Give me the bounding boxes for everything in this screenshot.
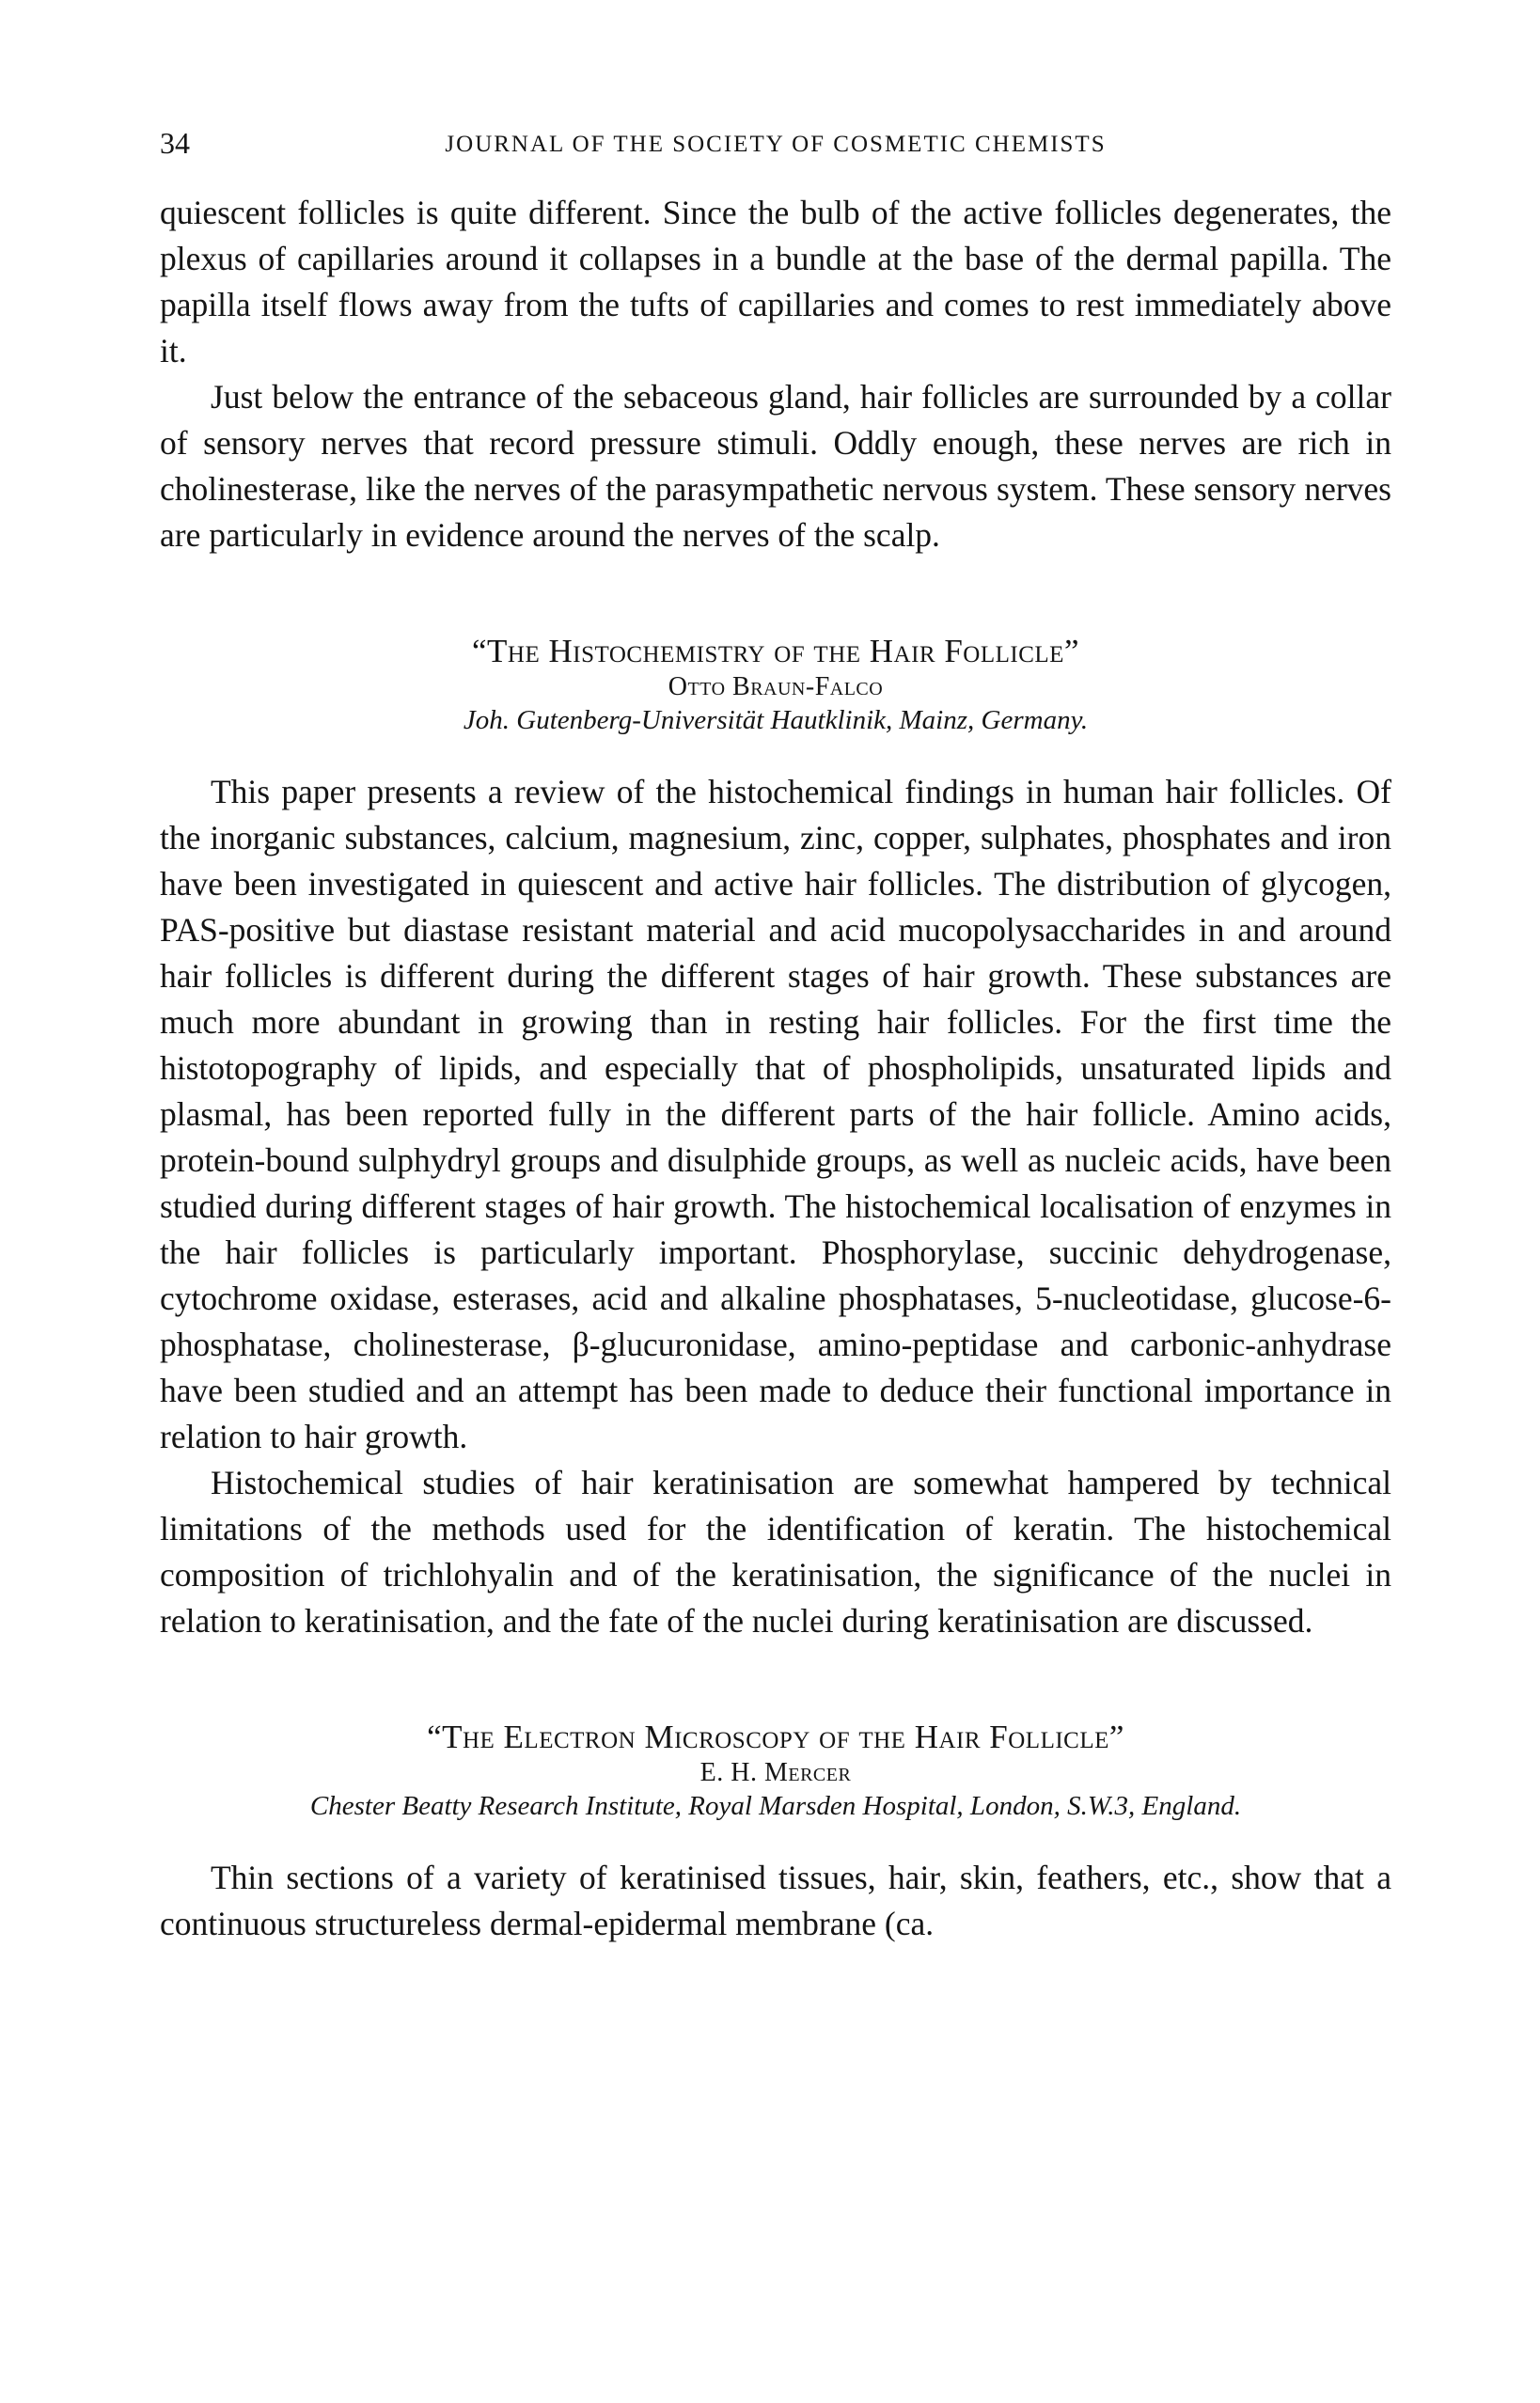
- page-number: 34: [160, 126, 190, 160]
- abstract-paragraph: This paper presents a review of the histochemical findings in human hair follicles. Of the inorganic substances, calcium, magnesium, zinc, copper, sulphates, phosphates and iron have been investigated in quiescent and active hair follicles. The distribution of glycogen, PAS-positive but diastase resistant material and acid mucopolysaccharides in and around hair follicles is different during the different stages of hair growth. These substances are much more abundant in growing than in resting hair follicles. For the first time the histotopography of lipids, and especially that of phospholipids, unsaturated lipids and plasmal, has been reported fully in the different parts of the hair follicle. Amino acids, protein-bound sulphydryl groups and disulphide groups, as well as nucleic acids, have been studied during different stages of hair growth. The histochemical localisation of enzymes in the hair follicles is particularly important. Phosphorylase, succinic dehydrogenase, cytochrome oxidase, esterases, acid and alkaline phosphatases, 5-nucleotidase, glucose-6-phosphatase, cholinesterase, β-glucuronidase, amino-peptidase and carbonic-anhydrase have been studied and an attempt has been made to deduce their functional importance in relation to hair growth.: [160, 773, 1391, 1455]
- section-author-histochemistry: Otto Braun-Falco: [668, 672, 884, 701]
- body-paragraph: Just below the entrance of the sebaceous gland, hair follicles are surrounded by a collar of sensory nerves that record pressure stimuli. Oddly enough, these nerves are rich in cholinesterase, like the nerves of the parasympathetic nervous system. These sensory nerves are particularly in evidence around the nerves of the scalp.: [160, 378, 1391, 554]
- section-affiliation-histochemistry: Joh. Gutenberg-Universität Hautklinik, Mainz, Germany.: [463, 705, 1089, 735]
- abstract-paragraph: Thin sections of a variety of keratinised tissues, hair, skin, feathers, etc., show that a continuous structureless dermal-epidermal membrane (ca.: [160, 1859, 1391, 1942]
- journal-page: [160, 120, 1391, 1947]
- section-title-histochemistry: “The Histochemistry of the Hair Follicle”: [472, 633, 1079, 669]
- section-title-electron-microscopy: “The Electron Microscopy of the Hair Follicle”: [427, 1719, 1124, 1755]
- abstract-paragraph: Histochemical studies of hair keratinisation are somewhat hampered by technical limitations of the methods used for the identification of keratin. The histochemical composition of trichlohyalin and of the keratinisation, the significance of the nuclei in relation to keratinisation, and the fate of the nuclei during keratinisation are discussed.: [160, 1464, 1391, 1640]
- section-author-electron-microscopy: E. H. Mercer: [699, 1758, 852, 1787]
- running-head: JOURNAL OF THE SOCIETY OF COSMETIC CHEMISTS: [445, 132, 1107, 157]
- page-header: [160, 120, 1391, 177]
- body-paragraph-continued: quiescent follicles is quite different. Since the bulb of the active follicles degenerates, the plexus of capillaries around it collapses in a bundle at the base of the dermal papilla. The papilla itself flows away from the tufts of capillaries and comes to rest immediately above it.: [160, 194, 1391, 369]
- section-affiliation-electron-microscopy: Chester Beatty Research Institute, Royal Marsden Hospital, London, S.W.3, England.: [309, 1791, 1242, 1821]
